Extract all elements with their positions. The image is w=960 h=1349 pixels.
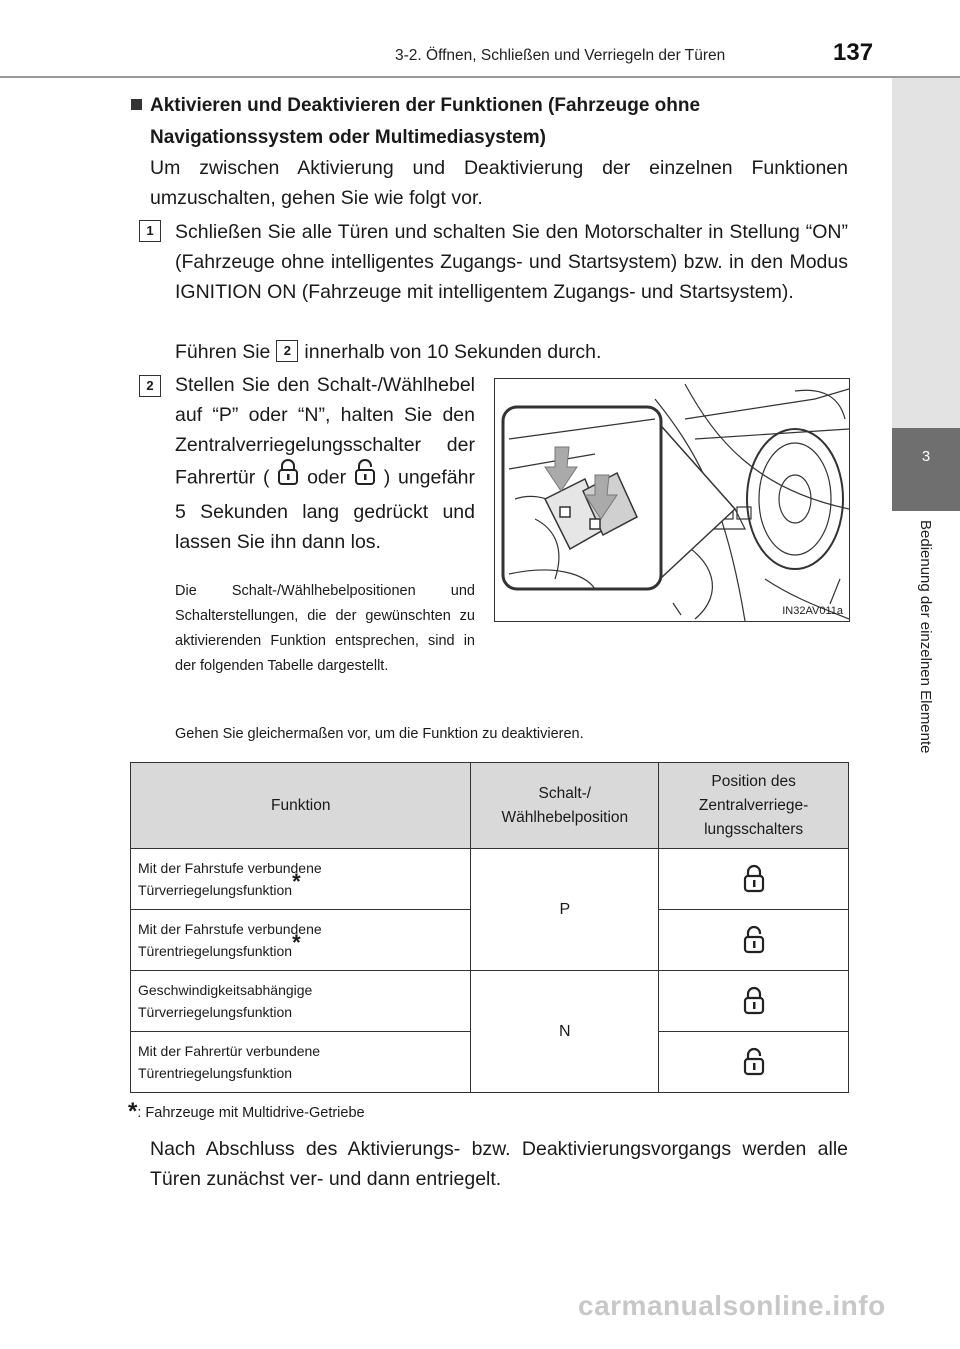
chapter-title: Bedienung der einzelnen Elemente	[917, 520, 934, 754]
table-row	[131, 849, 849, 910]
step-2-text	[175, 370, 475, 557]
function-table	[130, 762, 849, 1093]
step-2-text-b: ) ungefähr 5 Sekunden lang gedrückt und lassen Sie ihn dann los.	[175, 466, 475, 553]
section-heading: Aktivieren und Deaktivieren der Funktionen (Fahrzeuge ohne Navigationssystem oder Multimediasystem)	[150, 95, 701, 148]
footnote-marker: *	[292, 930, 301, 955]
function-cell	[131, 849, 471, 910]
door-switch-illustration	[494, 378, 850, 622]
col-header-lever-position: Schalt-/ Wählhebelposition	[471, 763, 659, 849]
heading-bullet-icon	[131, 99, 142, 110]
header-divider	[0, 76, 960, 78]
step-1-ref-prefix: Führen Sie	[175, 341, 271, 363]
step-2-text-a: Stellen Sie den Schalt-/Wählhebel auf “P” oder “N”, halten Sie den Zentralverriegelungsschalter der Fahrertür (	[175, 374, 475, 489]
function-cell	[131, 971, 471, 1032]
step-ref-2: 2	[276, 340, 298, 362]
step-2-text-or: oder	[307, 466, 347, 489]
switch-position-cell	[659, 849, 849, 910]
function-cell	[131, 910, 471, 971]
side-tab-background	[892, 78, 960, 428]
chapter-tab	[892, 428, 960, 511]
function-cell	[131, 1032, 471, 1093]
unlock-icon	[742, 1046, 766, 1076]
step-1-number: 1	[139, 220, 161, 242]
lock-icon	[742, 863, 766, 893]
lock-icon	[742, 985, 766, 1015]
unlock-icon	[742, 924, 766, 954]
switch-position-cell	[659, 910, 849, 971]
function-name: Mit der Fahrstufe verbundene Türentriegelungsfunktion	[138, 921, 322, 959]
unlock-icon	[354, 458, 376, 495]
step-1-ref-suffix: innerhalb von 10 Sekunden durch.	[304, 341, 602, 363]
step-1-text: Schließen Sie alle Türen und schalten Sie den Motorschalter in Stellung “ON” (Fahrzeuge ohne intelligentes Zugangs- und Startsystem) bzw. in den Modus IGNITION ON (Fahrzeuge mit intelligentem Zugangs- und Startsystem).	[175, 221, 848, 303]
step-2-number: 2	[139, 375, 161, 397]
illustration-drawing	[495, 379, 849, 621]
col-header-switch-position: Position des Zentralverriege- lungsschalters	[659, 763, 849, 849]
col-header-function: Funktion	[131, 763, 471, 849]
step-1-reference	[175, 337, 601, 367]
lock-icon	[277, 458, 299, 495]
switch-position-cell	[659, 971, 849, 1032]
page-number: 137	[833, 39, 874, 66]
figure-label: IN32AV011a	[782, 605, 843, 617]
section-title: 3-2. Öffnen, Schließen und Verriegeln der Türen	[395, 47, 726, 64]
table-footnote	[128, 1096, 365, 1124]
function-name: Geschwindigkeitsabhängige Türverriegelungsfunktion	[138, 982, 313, 1020]
function-name: Mit der Fahrstufe verbundene Türverriegelungsfunktion	[138, 860, 322, 898]
footnote-marker: *	[292, 869, 301, 894]
lever-position-cell: N	[471, 971, 659, 1093]
switch-position-cell	[659, 1032, 849, 1093]
function-name: Mit der Fahrertür verbundene Türentriegelungsfunktion	[138, 1043, 321, 1081]
lever-position-cell: P	[471, 849, 659, 971]
table-header-row	[131, 763, 849, 849]
step-2-note: Die Schalt-/Wählhebelpositionen und Schalterstellungen, die der gewünschten zu aktivierenden Funktion entsprechen, sind in der folgenden Tabelle dargestellt.	[175, 583, 475, 674]
step-2-note-deactivate: Gehen Sie gleichermaßen vor, um die Funktion zu deaktivieren.	[175, 726, 584, 742]
footnote-star: *	[128, 1098, 138, 1125]
watermark: carmanualsonline.info	[578, 1290, 886, 1321]
table-row	[131, 971, 849, 1032]
closing-paragraph: Nach Abschluss des Aktivierungs- bzw. Deaktivierungsvorgangs werden alle Türen zunächst ver- und dann entriegelt.	[150, 1138, 848, 1190]
intro-paragraph: Um zwischen Aktivierung und Deaktivierung der einzelnen Funktionen umzuschalten, gehen Sie wie folgt vor.	[150, 157, 848, 209]
footnote-text: : Fahrzeuge mit Multidrive-Getriebe	[137, 1105, 365, 1121]
chapter-number: 3	[921, 448, 931, 465]
